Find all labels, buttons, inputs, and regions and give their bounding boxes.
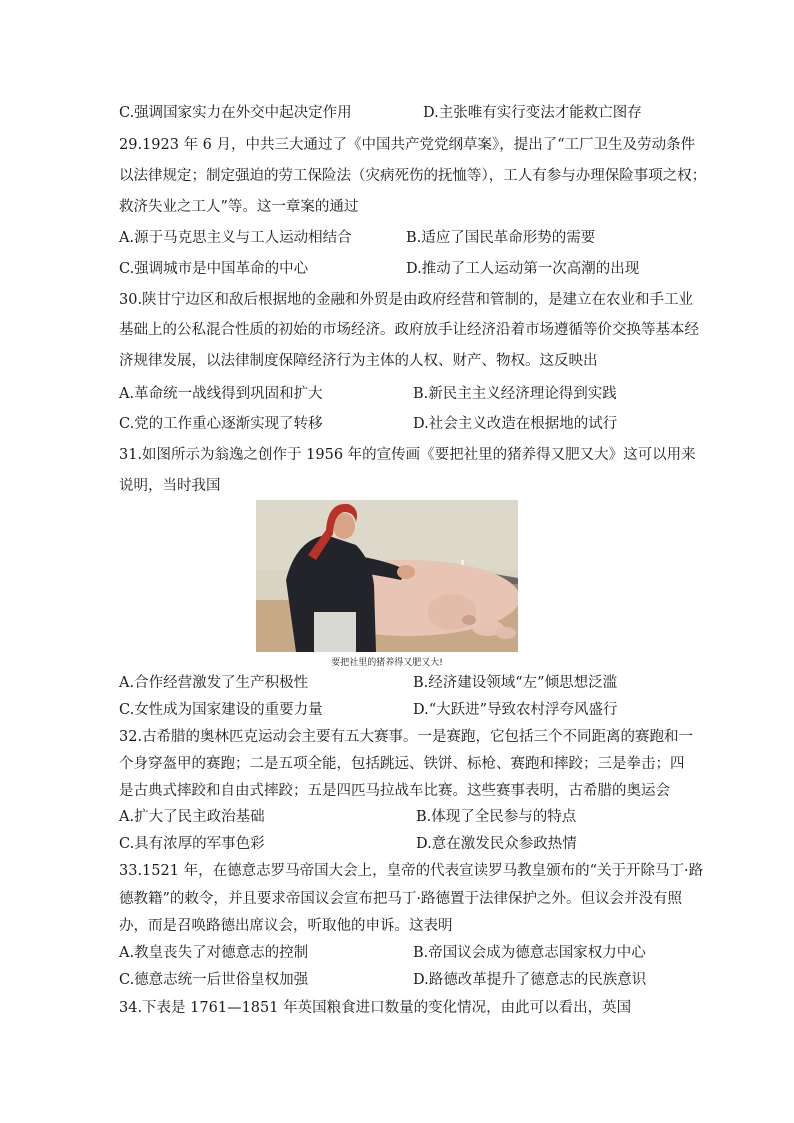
q29-stem-line-1: 29.1923 年 6 月，中共三大通过了《中国共产党党纲草案》，提出了“工厂卫生及劳动条件 xyxy=(119,137,696,153)
q32-option-a: A.扩大了民主政治基础 xyxy=(119,809,265,825)
q29-option-c: C.强调城市是中国革命的中心 xyxy=(119,261,309,277)
q33-stem-line-3: 办，而是召唤路德出席议会，听取他的申诉。这表明 xyxy=(119,918,453,934)
q32-stem-line-1: 32.古希腊的奥林匹克运动会主要有五大赛事。一是赛跑，它包括三个不同距离的赛跑和一 xyxy=(119,729,694,745)
q31-option-a: A.合作经营激发了生产积极性 xyxy=(119,675,309,691)
q31-stem-line-2: 说明，当时我国 xyxy=(119,478,221,494)
q33-stem-line-1: 33.1521 年，在德意志罗马帝国大会上，皇帝的代表宣读罗马教皇颁布的“关于开除马丁·路 xyxy=(119,863,704,879)
q30-stem-line-3: 济规律发展，以法律制度保障经济行为主体的人权、财产、物权。这反映出 xyxy=(119,353,598,369)
q32-option-b: B.体现了全民参与的特点 xyxy=(416,809,577,825)
q29-stem-line-3: 救济失业之工人”等。这一章案的通过 xyxy=(119,199,359,215)
q33-option-a: A.教皇丧失了对德意志的控制 xyxy=(119,945,309,961)
q30-option-c: C.党的工作重心逐渐实现了转移 xyxy=(119,416,323,432)
propaganda-poster-image xyxy=(256,500,518,652)
q30-option-b: B.新民主主义经济理论得到实践 xyxy=(413,386,617,402)
q28-option-d: D.主张唯有实行变法才能救亡图存 xyxy=(423,105,642,121)
q32-stem-line-3: 是古典式摔跤和自由式摔跤；五是四匹马拉战车比赛。这些赛事表明，古希腊的奥运会 xyxy=(119,783,670,799)
q30-option-a: A.革命统一战线得到巩固和扩大 xyxy=(119,386,323,402)
q33-stem-line-2: 德教籍”的敕令，并且要求帝国议会宣布把马丁·路德置于法律保护之外。但议会并没有照 xyxy=(119,891,683,907)
q30-option-d: D.社会主义改造在根据地的试行 xyxy=(413,416,618,432)
q33-option-b: B.帝国议会成为德意志国家权力中心 xyxy=(413,945,646,961)
poster-illustration xyxy=(256,500,518,652)
q32-option-c: C.具有浓厚的军事色彩 xyxy=(119,836,265,852)
q31-stem-line-1: 31.如图所示为翁逸之创作于 1956 年的宣传画《要把社里的猪养得又肥又大》这可以用来 xyxy=(119,447,696,463)
q29-stem-line-2: 以法律规定；制定强迫的劳工保险法（灾病死伤的抚恤等），工人有参与办理保险事项之权； xyxy=(119,168,707,184)
q31-option-c: C.女性成为国家建设的重要力量 xyxy=(119,702,323,718)
q29-option-d: D.推动了工人运动第一次高潮的出现 xyxy=(406,261,640,277)
q28-option-c: C.强调国家实力在外交中起决定作用 xyxy=(119,105,352,121)
q33-option-c: C.德意志统一后世俗皇权加强 xyxy=(119,972,309,988)
q30-stem-line-1: 30.陕甘宁边区和敌后根据地的金融和外贸是由政府经营和管制的，是建立在农业和手工业 xyxy=(119,292,694,308)
q29-option-b: B.适应了国民革命形势的需要 xyxy=(406,230,596,246)
q30-stem-line-2: 基础上的公私混合性质的初始的市场经济。政府放手让经济沿着市场遵循等价交换等基本经 xyxy=(119,322,699,338)
q32-stem-line-2: 个身穿盔甲的赛跑；二是五项全能，包括跳远、铁饼、标枪、赛跑和摔跤；三是拳击；四 xyxy=(119,756,685,772)
q31-option-b: B.经济建设领域“左”倾思想泛滥 xyxy=(413,675,618,691)
q31-option-d: D.“大跃进”导致农村浮夸风盛行 xyxy=(413,702,618,718)
q29-option-a: A.源于马克思主义与工人运动相结合 xyxy=(119,230,352,246)
q32-option-d: D.意在激发民众参政热情 xyxy=(416,836,577,852)
q34-stem-line-1: 34.下表是 1761—1851 年英国粮食进口数量的变化情况，由此可以看出，英国 xyxy=(119,1000,632,1016)
q33-option-d: D.路德改革提升了德意志的民族意识 xyxy=(413,972,647,988)
poster-caption: 要把社里的猪养得又肥又大! xyxy=(331,658,443,668)
